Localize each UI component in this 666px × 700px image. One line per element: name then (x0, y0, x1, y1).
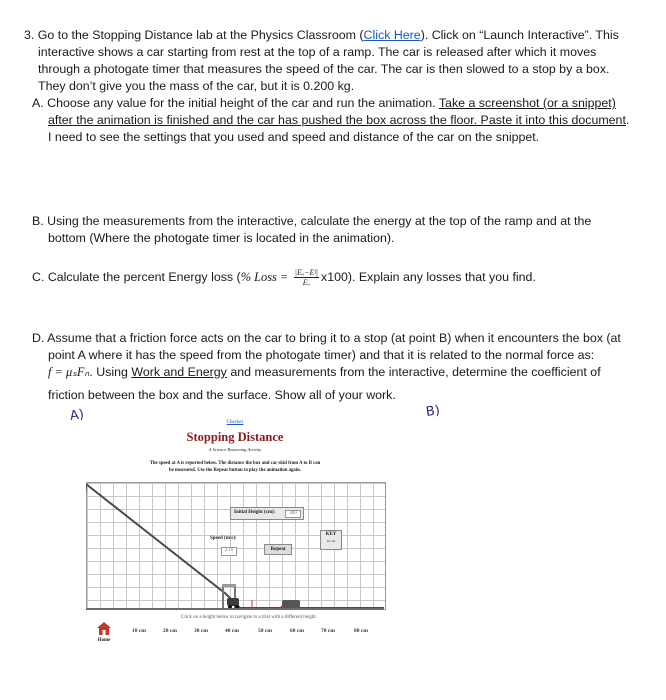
q3-line-4: They don’t give you the mass of the car, but it is 0.200 kg. (38, 79, 355, 93)
height-option[interactable]: 50 cm (258, 628, 272, 634)
sim-description-1: The speed at A is reported below. The distance the box and car skid from A to B can (149, 461, 321, 466)
part-a-line-1: A. Choose any value for the initial height of the car and run the animation. Take a screenshot (or a snippet) (32, 96, 616, 110)
initial-height-label: Initial Height (cm): (234, 510, 276, 515)
repeat-button[interactable]: Repeat (264, 544, 292, 555)
part-d-line-4: friction between the box and the surface. Show all of your work. (48, 388, 396, 402)
height-option[interactable]: 60 cm (290, 628, 304, 634)
photogate-post-left (222, 586, 224, 608)
sim-description-2: be measured. Use the Repeat button to play the animation again. (168, 468, 302, 473)
height-option[interactable]: 30 cm (194, 628, 208, 634)
part-a-line-3: I need to see the settings that you used and speed and distance of the car on the snippet. (48, 130, 540, 144)
height-instruction: Click on a height below to navigate to a trial with a different height. (181, 615, 317, 620)
friction-formula: f = μₛFₙ (48, 365, 90, 379)
part-d-line-1: D. Assume that a friction force acts on the car to bring it to a stop (at point B) when it encounters the box (at (32, 331, 621, 345)
part-b-line-1: B. Using the measurements from the interactive, calculate the energy at the top of the ramp and at the (32, 214, 592, 228)
photogate-bar (222, 584, 236, 587)
initial-height-field[interactable]: 300 (285, 510, 301, 518)
click-here-link[interactable]: Click Here (363, 28, 421, 42)
height-option[interactable]: 70 cm (321, 628, 335, 634)
stopping-distance-snippet (80, 422, 390, 652)
height-option[interactable]: 10 cm (132, 628, 146, 634)
percent-loss-formula: % Loss = (240, 269, 289, 284)
height-selector (100, 628, 390, 640)
key-panel (320, 530, 342, 550)
part-d-line-3: f = μₛFₙ. Using Work and Energy and measurements from the interactive, determine the coefficient of (48, 365, 601, 379)
handwritten-b-label: B) (425, 403, 441, 420)
part-b-line-2: bottom (Where the photogate timer is located in the animation). (48, 231, 395, 245)
part-d-line-2: point A where it has the speed from the photogate timer) and that it is related to the normal force as: (48, 348, 595, 362)
key-label: KEY (325, 532, 337, 537)
sim-title: Stopping Distance (186, 430, 284, 444)
height-option[interactable]: 20 cm (163, 628, 177, 634)
sim-subtitle: A Science Reasoning Activity (208, 447, 262, 452)
energy-fraction: $\frac{\text{|Eₒ−Eᶠ|}}{\text{Eₒ}}$ (294, 268, 318, 287)
initial-height-panel (230, 507, 304, 520)
speed-label: Speed (m/s): (210, 536, 237, 541)
q3-line-1: 3. Go to the Stopping Distance lab at the Physics Classroom (Click Here). Click on “Launch Interactive”. This (24, 28, 619, 42)
q3-line-2: interactive shows a car starting from rest at the top of a ramp. The car is released after which it moves (38, 45, 597, 59)
sim-floor (86, 608, 384, 610)
key-value: 10 cm (326, 539, 336, 543)
q3-line-3: through a photogate timer that measures the speed of the car. The car is then slowed to a stop by a box. (38, 62, 610, 76)
checker-link[interactable]: Checker (226, 420, 244, 425)
part-c-line: C. Calculate the percent Energy loss (% Loss = $\frac{\text{|Eₒ−Eᶠ|}}{\text{Eₒ}}$ x100). Explain any losses that you find. (32, 268, 536, 287)
home-label: Home (97, 638, 111, 643)
speed-readout: 2.10 (221, 547, 237, 556)
stopping-box (282, 600, 300, 608)
photogate-scene (222, 572, 322, 612)
part-a-line-2: after the animation is finished and the car has pushed the box across the floor. Paste it into this document. (48, 113, 630, 127)
handwritten-a-label: A) (69, 407, 85, 424)
height-option[interactable]: 40 cm (225, 628, 239, 634)
car-body (227, 598, 239, 606)
height-option[interactable]: 80 cm (354, 628, 368, 634)
